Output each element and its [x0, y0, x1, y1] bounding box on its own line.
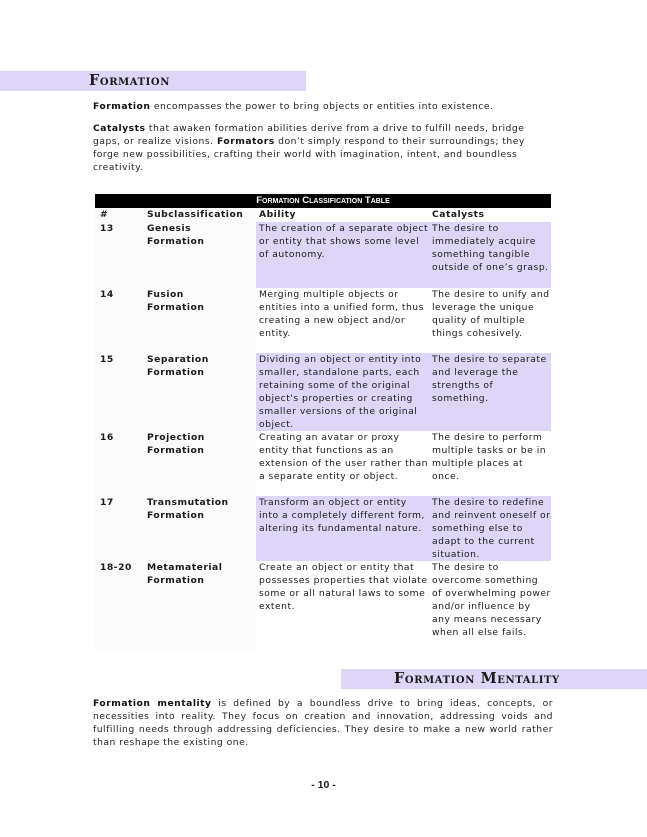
table-title: Formation Classification Table — [95, 194, 551, 208]
row-catalyst: The desire to perform multiple tasks or be in multiple places at once. — [432, 432, 547, 482]
row-number: 18-20 — [95, 561, 141, 652]
mentality-heading: Formation Mentality — [394, 670, 560, 687]
intro-paragraph — [93, 100, 553, 113]
sub-type: Formation — [147, 575, 205, 586]
table-row — [95, 353, 551, 431]
sub-name: Projection — [147, 432, 205, 443]
row-ability: Dividing an object or entity into smaller, standalone parts, each retaining some of the original object's properties or creating smaller versions of the original object. — [256, 353, 429, 431]
table-row — [95, 496, 551, 561]
header-subclassification: Subclassification — [141, 208, 256, 222]
mentality-text: is defined by a boundless drive to bring ideas, concepts, or necessities into reality. They focus on creation and innovation, addressing voids and fulfilling needs through addressing deficiencies. They desire to make a new world rather than reshape the existing one. — [93, 698, 553, 748]
sub-type: Formation — [147, 510, 205, 521]
row-catalyst: The desire to separate and leverage the strengths of something. — [429, 353, 551, 431]
row-subclassification — [141, 561, 256, 652]
sub-type: Formation — [147, 445, 205, 456]
catalysts-text-2: don’t simply respond to their surroundings; they forge new possibilities, crafting their world with imagination, intent, and boundless creativity. — [93, 136, 525, 173]
row-number: 15 — [95, 353, 141, 431]
page-number: - 10 - — [311, 779, 336, 791]
sub-type: Formation — [147, 367, 205, 378]
header-number: # — [95, 208, 141, 222]
row-ability: The creation of a separate object or entity that shows some level of autonomy. — [256, 222, 429, 288]
row-catalyst: The desire to overcome something of overwhelming power and/or influence by any means necessary when all else fails. — [432, 562, 551, 638]
row-ability: Creating an avatar or proxy entity that functions as an extension of the user rather than a separate entity or object. — [259, 432, 429, 482]
catalysts-bold-term: Catalysts — [93, 123, 146, 134]
sub-type: Formation — [147, 236, 205, 247]
mentality-paragraph — [93, 697, 553, 749]
formation-classification-table — [95, 208, 551, 652]
row-ability: Merging multiple objects or entities into a unified form, thus creating a new object and/or entity. — [259, 289, 424, 339]
intro-text: encompasses the power to bring objects or entities into existence. — [150, 101, 494, 112]
formation-heading: Formation — [89, 72, 170, 89]
table-row — [95, 431, 551, 496]
row-subclassification — [141, 496, 256, 561]
row-ability: Transform an object or entity into a completely different form, altering its fundamental nature. — [256, 496, 429, 561]
row-subclassification — [141, 222, 256, 288]
table-header-row — [95, 208, 551, 222]
row-catalyst: The desire to redefine and reinvent oneself or something else to adapt to the current situation. — [429, 496, 551, 561]
formators-bold-term: Formators — [217, 136, 275, 147]
intro-bold-term: Formation — [93, 101, 151, 112]
row-number: 17 — [95, 496, 141, 561]
sub-name: Genesis — [147, 223, 192, 234]
row-number: 14 — [95, 288, 141, 353]
sub-name: Fusion — [147, 289, 184, 300]
table-row — [95, 222, 551, 288]
header-ability: Ability — [259, 209, 297, 220]
row-catalyst: The desire to immediately acquire something tangible outside of one’s grasp. — [429, 222, 551, 288]
table-row — [95, 288, 551, 353]
row-number: 13 — [95, 222, 141, 288]
row-number: 16 — [95, 431, 141, 496]
row-subclassification — [141, 431, 256, 496]
table-row — [95, 561, 551, 652]
mentality-bold-term: Formation mentality — [93, 698, 212, 709]
row-catalyst: The desire to unify and leverage the unique quality of multiple things cohesively. — [432, 289, 550, 339]
sub-name: Transmutation — [147, 497, 229, 508]
sub-name: Metamaterial — [147, 562, 223, 573]
row-subclassification — [141, 353, 256, 431]
row-ability: Create an object or entity that possesses properties that violate some or all natural laws to some extent. — [259, 562, 428, 612]
catalysts-text-1: that awaken formation abilities derive from a drive to fulfill needs, bridge gaps, or realize visions. — [93, 123, 525, 147]
catalysts-paragraph — [93, 122, 553, 174]
header-catalysts: Catalysts — [432, 209, 485, 220]
row-subclassification — [141, 288, 256, 353]
sub-type: Formation — [147, 302, 205, 313]
sub-name: Separation — [147, 354, 209, 365]
